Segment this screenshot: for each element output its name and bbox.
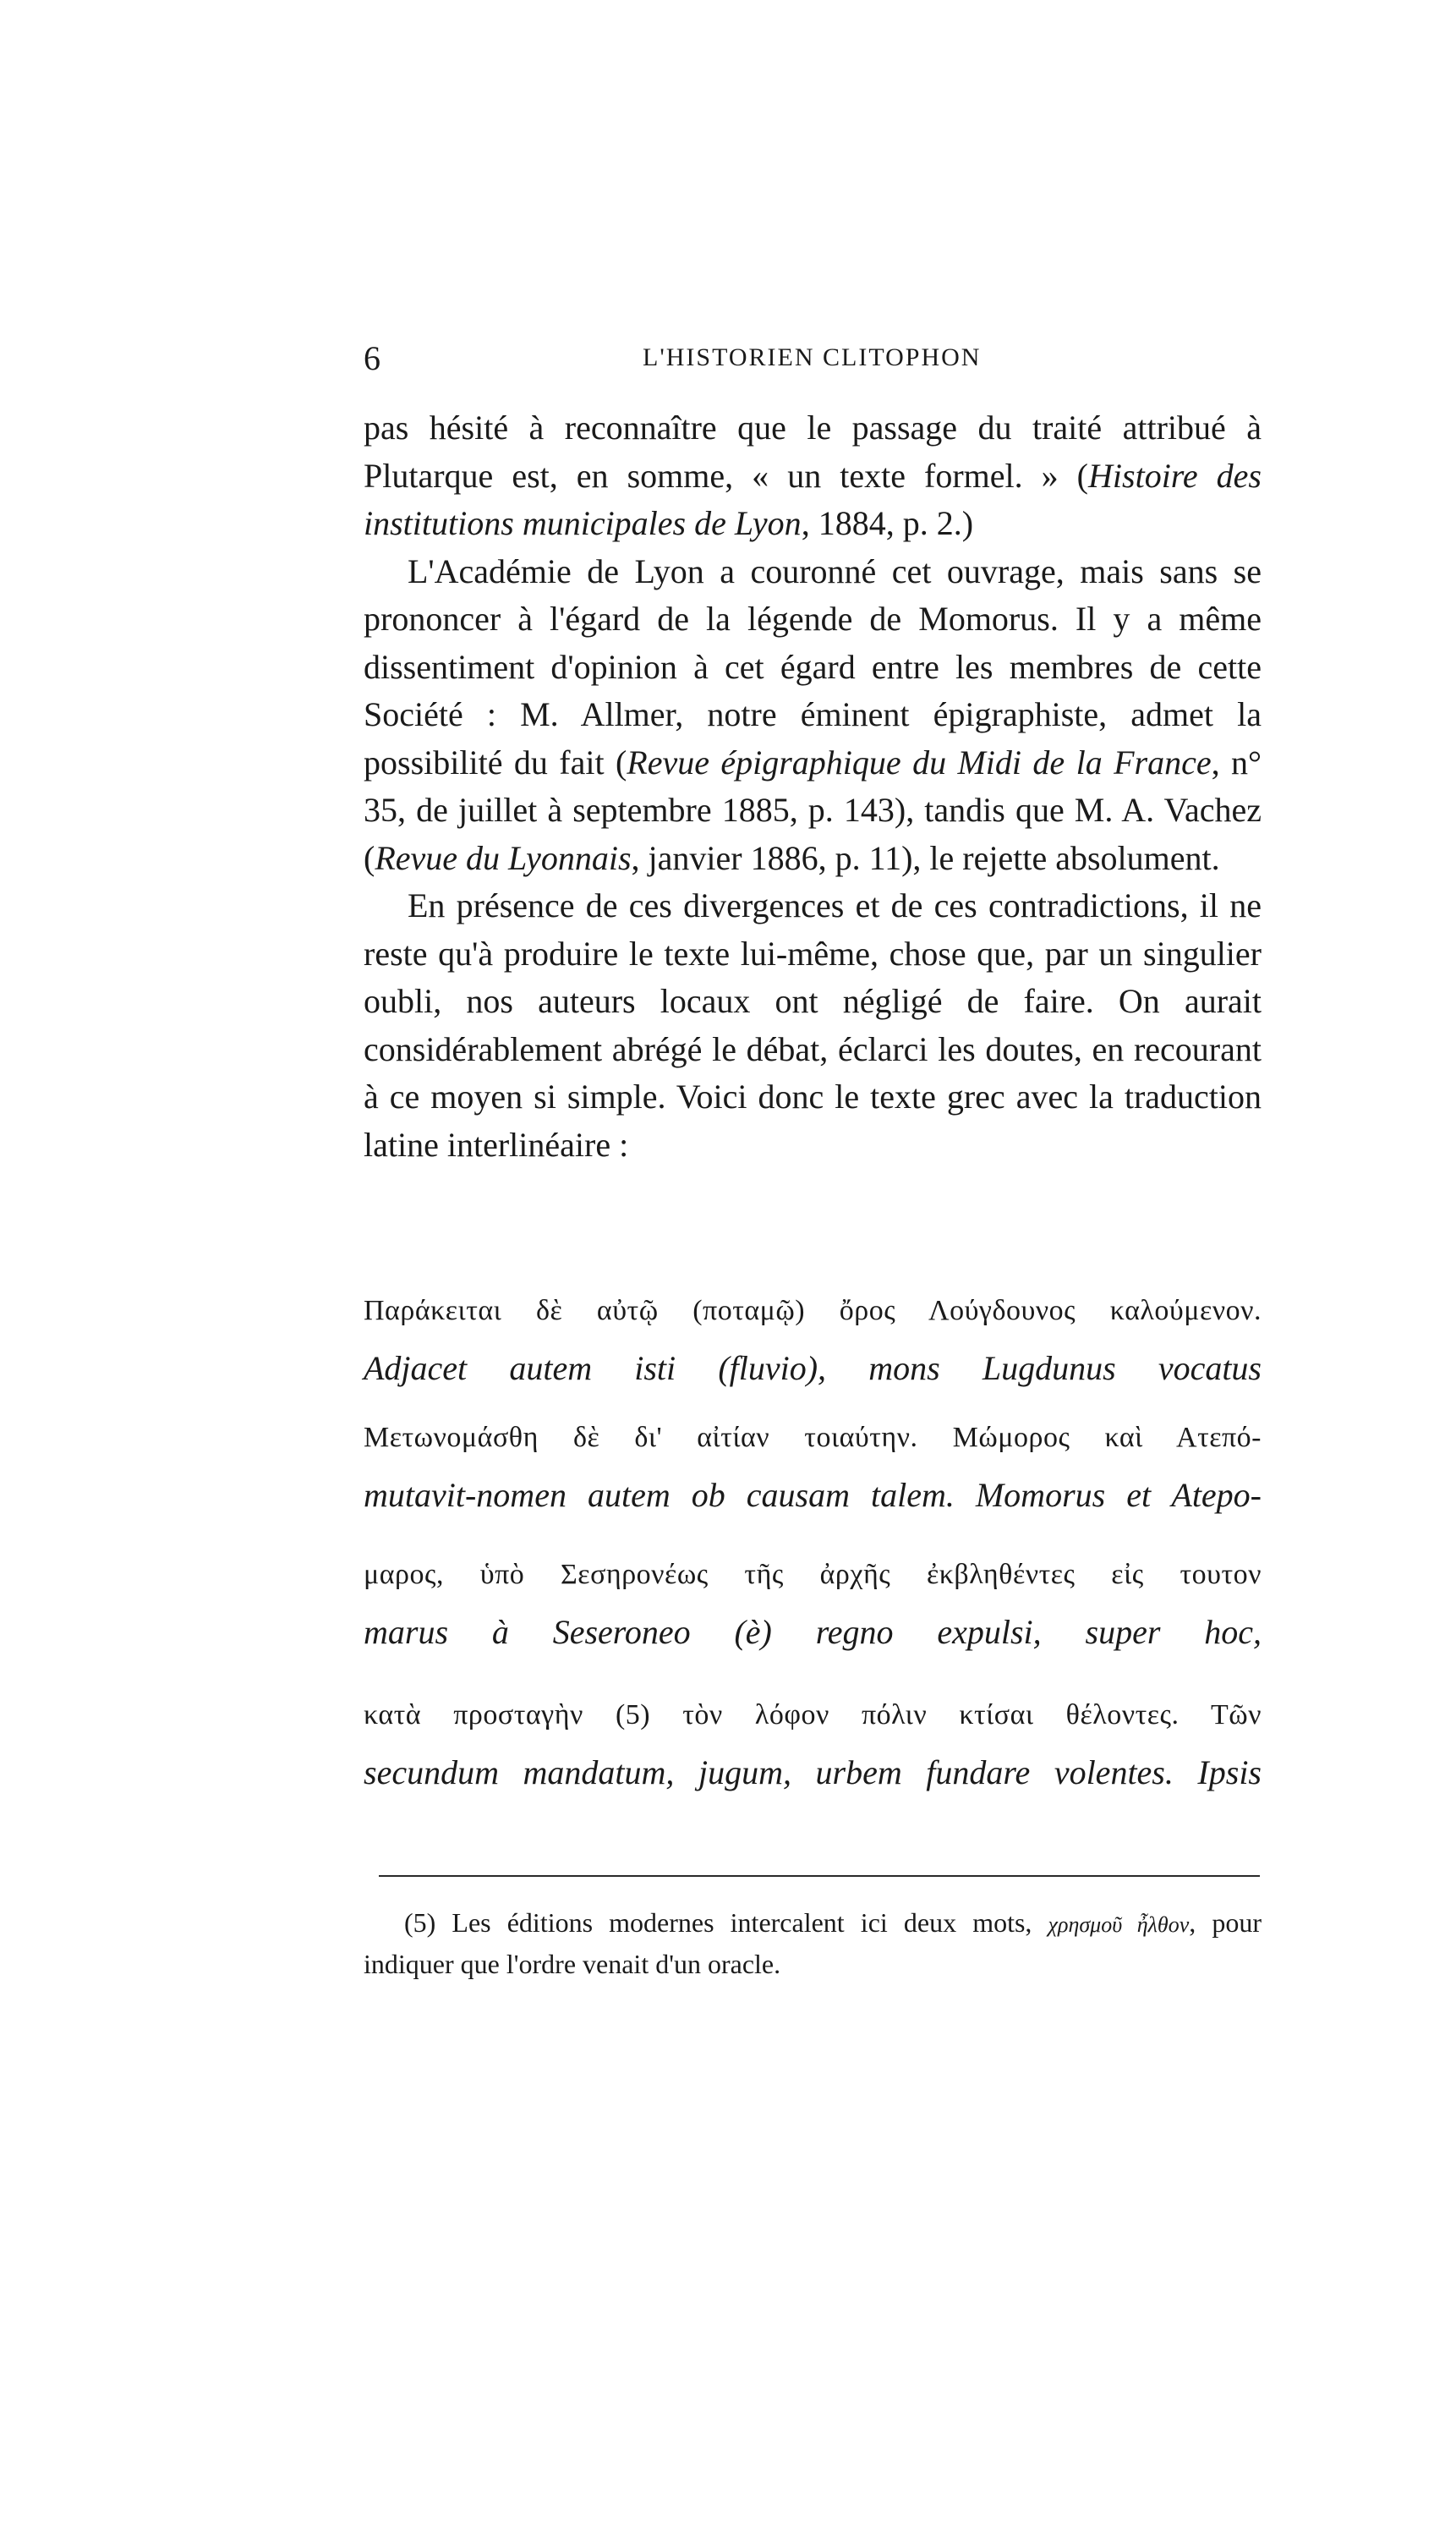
paragraph-2: L'Académie de Lyon a couronné cet ouvrage, mais sans se prononcer à l'égard de la légende de Momorus. Il y a même dissentiment d'opinion à cet égard entre les membres de cette Société : M. Allmer, notre éminent épigraphiste, admet la possibilité du fait (Revue épigraphique du Midi de la France, n° 35, de juillet à septembre 1885, p. 143), tandis que M. A. Vachez (Revue du Lyonnais, janvier 1886, p. 11), le rejette absolument. (364, 551, 1262, 877)
page-number: 6 (364, 339, 380, 377)
latin-line: secundum mandatum, jugum, urbem fundare volentes. Ipsis (364, 1753, 1262, 1791)
cited-title: Revue du Lyonnais (375, 838, 632, 877)
latin-line: marus à Seseroneo (è) regno expulsi, super hoc, (364, 1613, 1262, 1651)
paragraph-3: En présence de ces divergences et de ces contradictions, il ne reste qu'à produire le texte lui-même, chose que, par un singulier oubli, nos auteurs locaux ont négligé de faire. On aurait considérablement abrégé le débat, éclarci les doutes, en recourant à ce moyen si simple. Voici donc le texte grec avec la traduction latine interlinéaire : (364, 886, 1262, 1164)
latin-line: mutavit-nomen autem ob causam talem. Momorus et Atepo- (364, 1476, 1262, 1514)
greek-line: μαρος, ὑπὸ Σεσηρονέως τῆς ἀρχῆς ἐκβληθέντες εἰς τουτον (364, 1559, 1262, 1590)
greek-line: Μετωνομάσθη δὲ δι' αἰτίαν τοιαύτην. Μώμορος καὶ Ατεπό- (364, 1422, 1262, 1453)
greek-line: Παράκειται δὲ αὐτῷ (ποταμῷ) ὄρος Λούγδουνος καλούμενον. (364, 1295, 1262, 1326)
interlinear-pair-2 (364, 1418, 1262, 1519)
cited-title: Histoire des institutions municipales de Lyon (364, 456, 1262, 542)
paragraph-1: pas hésité à reconnaître que le passage du traité attribué à Plutarque est, en somme, « un texte formel. » (Histoire des institutions municipales de Lyon, 1884, p. 2.) (364, 409, 1262, 542)
body-text (364, 404, 1262, 1169)
interlinear-pair-3 (364, 1555, 1262, 1656)
cited-title: Revue épigraphique du Midi de la France (627, 743, 1212, 782)
footnote-greek: χρησμοῦ ἦλθον (1048, 1912, 1190, 1937)
latin-line: Adjacet autem isti (fluvio), mons Lugdunus vocatus (364, 1349, 1262, 1387)
running-head: L'HISTORIEN CLITOPHON (643, 343, 982, 371)
footnote-text: (5) Les éditions modernes intercalent ici deux mots, χρησμοῦ ἦλθον, pour indiquer que l'ordre venait d'un oracle. (364, 1907, 1262, 1979)
footnote-divider (379, 1875, 1260, 1877)
greek-line: κατὰ προσταγὴν (5) τὸν λόφον πόλιν κτίσαι θέλοντες. Τῶν (364, 1699, 1262, 1730)
interlinear-pair-4 (364, 1695, 1262, 1796)
page-header (364, 338, 1260, 389)
footnote (364, 1903, 1262, 1983)
interlinear-pair-1 (364, 1291, 1262, 1392)
